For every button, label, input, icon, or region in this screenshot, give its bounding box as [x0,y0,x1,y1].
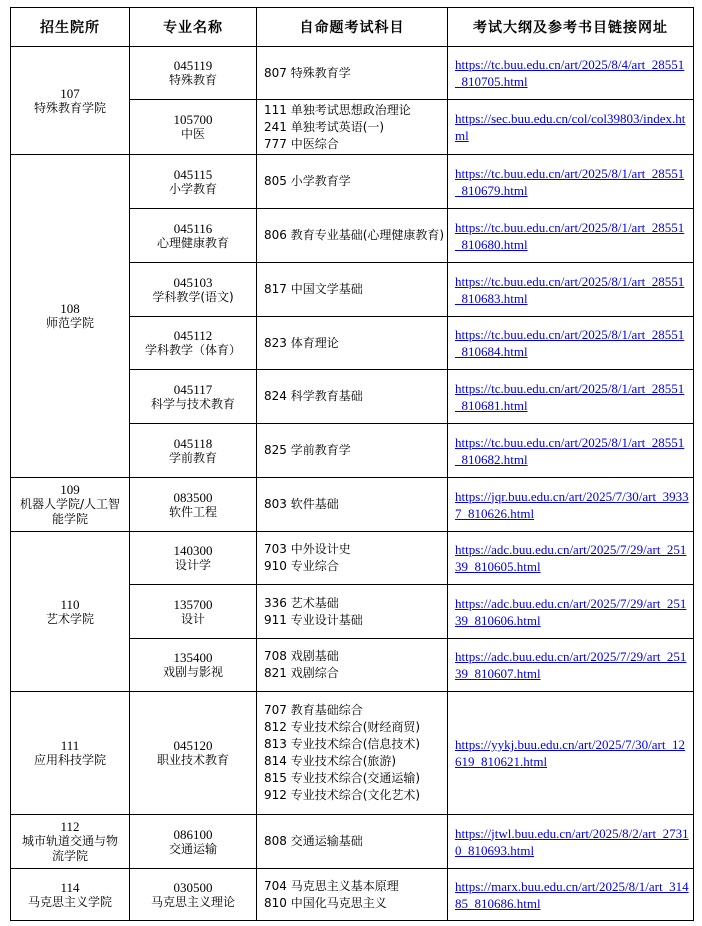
school-cell [11,815,130,869]
syllabus-link[interactable]: https://tc.buu.edu.cn/art/2025/8/1/art_28551_810680.html [455,219,685,252]
subjects-cell [257,370,448,424]
school-code: 114 [60,879,80,895]
major-name: 心理健康教育 [156,235,229,250]
header-link: 考试大纲及参考书目链接网址 [448,8,694,47]
subject-item: 777 中医综合 [264,136,339,151]
school-name: 特殊教育学院 [33,100,106,115]
school-cell [11,155,130,478]
major-name: 学科教学(语文) [152,289,234,304]
major-name: 科学与技术教育 [150,396,235,411]
school-cell [11,532,130,692]
subject-item: 815 专业技术综合(交通运输) [264,771,421,785]
subject-item: 810 中国化马克思主义 [264,895,387,910]
link-cell [448,370,694,424]
subject-item: 912 专业技术综合(文化艺术) [264,788,421,802]
syllabus-link[interactable]: https://adc.buu.edu.cn/art/2025/7/29/art_25139_810605.html [455,542,687,574]
major-cell [130,585,257,639]
major-cell [130,639,257,692]
table-row [11,869,694,921]
subject-item: 821 戏剧综合 [264,666,339,680]
syllabus-link[interactable]: https://tc.buu.edu.cn/art/2025/8/4/art_28551_810705.html [455,57,685,89]
subject-item: 823 体育理论 [264,335,339,350]
major-name: 职业技术教育 [156,753,229,767]
major-cell [130,424,257,478]
school-code: 110 [60,596,80,612]
subject-item: 824 科学教育基础 [264,389,363,403]
subject-item: 808 交通运输基础 [264,834,363,848]
major-cell [130,815,257,869]
subject-item: 911 专业设计基础 [264,612,363,627]
syllabus-link[interactable]: https://tc.buu.edu.cn/art/2025/8/1/art_28551_810681.html [455,380,685,413]
header-subjects: 自命题考试科目 [257,8,448,47]
major-cell [130,100,257,155]
syllabus-link[interactable]: https://jtwl.buu.edu.cn/art/2025/8/2/art_27310_810693.html [455,825,689,858]
header-row [11,8,694,47]
link-cell [448,263,694,317]
syllabus-link[interactable]: https://yykj.buu.edu.cn/art/2025/7/30/art_12619_810621.html [455,737,686,769]
subjects-cell [257,209,448,263]
major-name: 设计 [180,611,205,626]
link-cell [448,317,694,370]
school-cell [11,692,130,815]
syllabus-link[interactable]: https://tc.buu.edu.cn/art/2025/8/1/art_28551_810682.html [455,434,685,467]
link-cell [448,815,694,869]
major-cell [130,317,257,370]
subject-item: 803 软件基础 [264,497,339,511]
major-name: 戏剧与影视 [162,665,223,679]
subject-item: 814 专业技术综合(旅游) [264,754,397,768]
major-code: 045119 [173,58,213,73]
subjects-cell [257,263,448,317]
link-cell [448,209,694,263]
major-code: 135700 [173,596,213,612]
school-name: 城市轨道交通与物流学院 [21,834,118,863]
subjects-cell [257,424,448,478]
exam-subjects-table [10,7,694,921]
major-name: 中医 [180,127,205,141]
subjects-cell [257,100,448,155]
school-name: 机器人学院/人工智能学院 [19,497,121,526]
major-code: 045116 [173,220,213,236]
subjects-cell [257,585,448,639]
school-name: 艺术学院 [45,611,94,626]
subjects-cell [257,639,448,692]
school-name: 马克思主义学院 [27,894,112,909]
syllabus-link[interactable]: https://tc.buu.edu.cn/art/2025/8/1/art_28551_810684.html [455,327,685,359]
header-major: 专业名称 [130,8,257,47]
school-code: 109 [60,482,80,497]
link-cell [448,47,694,100]
major-code: 140300 [173,543,213,558]
link-cell [448,585,694,639]
syllabus-link[interactable]: https://jqr.buu.edu.cn/art/2025/7/30/art_39337_810626.html [455,488,689,521]
subject-item: 707 教育基础综合 [264,703,363,717]
subject-item: 805 小学教育学 [264,174,351,188]
major-code: 030500 [173,879,213,895]
major-code: 086100 [173,826,213,842]
syllabus-link[interactable]: https://adc.buu.edu.cn/art/2025/7/29/art_25139_810607.html [455,649,687,681]
major-cell [130,478,257,532]
table-row [11,532,694,585]
subject-item: 812 专业技术综合(财经商贸) [264,720,421,734]
major-code: 045120 [173,738,213,753]
subject-item: 336 艺术基础 [264,595,339,610]
school-name: 师范学院 [45,316,94,330]
school-cell [11,869,130,921]
syllabus-link[interactable]: https://tc.buu.edu.cn/art/2025/8/1/art_28551_810679.html [455,165,685,198]
major-name: 学科教学（体育） [144,343,241,357]
subjects-cell [257,155,448,209]
school-code: 112 [60,819,80,834]
major-name: 学前教育 [168,450,217,465]
major-name: 特殊教育 [168,73,217,87]
major-code: 083500 [173,489,213,505]
link-cell [448,869,694,921]
header-school: 招生院所 [11,8,130,47]
major-code: 045117 [173,381,213,397]
major-cell [130,263,257,317]
subject-item: 703 中外设计史 [264,542,351,556]
table-row [11,155,694,209]
major-cell [130,869,257,921]
table-row [11,692,694,815]
subject-item: 807 特殊教育学 [264,65,351,80]
major-code: 045118 [173,435,213,451]
link-cell [448,100,694,155]
major-name: 小学教育 [168,181,217,196]
subject-item: 817 中国文学基础 [264,282,363,296]
link-cell [448,532,694,585]
table-row [11,47,694,100]
subjects-cell [257,532,448,585]
major-code: 135400 [173,650,213,665]
table-row [11,478,694,532]
subjects-cell [257,815,448,869]
school-cell [11,47,130,155]
subject-item: 806 教育专业基础(心理健康教育) [264,228,445,242]
major-code: 045112 [173,328,213,343]
subject-item: 708 戏剧基础 [264,649,339,663]
subject-item: 241 单独考试英语(一) [264,119,385,134]
school-name: 应用科技学院 [33,753,106,767]
major-cell [130,692,257,815]
subjects-cell [257,478,448,532]
link-cell [448,155,694,209]
link-cell [448,478,694,532]
school-code: 108 [60,301,80,316]
major-cell [130,47,257,100]
major-name: 马克思主义理论 [150,894,235,909]
subject-item: 111 单独考试思想政治理论 [264,102,411,117]
school-cell [11,478,130,532]
subject-item: 825 学前教育学 [264,443,351,457]
subject-item: 704 马克思主义基本原理 [264,878,399,893]
subject-item: 813 专业技术综合(信息技术) [264,737,421,751]
syllabus-link[interactable]: https://tc.buu.edu.cn/art/2025/8/1/art_28551_810683.html [455,273,685,306]
major-cell [130,370,257,424]
subjects-cell [257,47,448,100]
major-name: 交通运输 [168,841,217,856]
major-code: 105700 [173,112,213,127]
link-cell [448,424,694,478]
subjects-cell [257,317,448,370]
major-code: 045103 [173,274,213,290]
link-cell [448,692,694,815]
major-name: 软件工程 [168,504,217,519]
syllabus-link[interactable]: https://marx.buu.edu.cn/art/2025/8/1/art_31485_810686.html [455,878,689,911]
major-cell [130,155,257,209]
major-cell [130,532,257,585]
subjects-cell [257,692,448,815]
major-cell [130,209,257,263]
subjects-cell [257,869,448,921]
school-code: 107 [60,85,80,101]
syllabus-link[interactable]: https://sec.buu.edu.cn/col/col39803/index.html [455,111,686,143]
syllabus-link[interactable]: https://adc.buu.edu.cn/art/2025/7/29/art_25139_810606.html [455,595,687,628]
subject-item: 910 专业综合 [264,559,339,573]
link-cell [448,639,694,692]
major-code: 045115 [173,166,213,182]
table-row [11,815,694,869]
school-code: 111 [60,738,80,753]
major-name: 设计学 [174,558,211,572]
